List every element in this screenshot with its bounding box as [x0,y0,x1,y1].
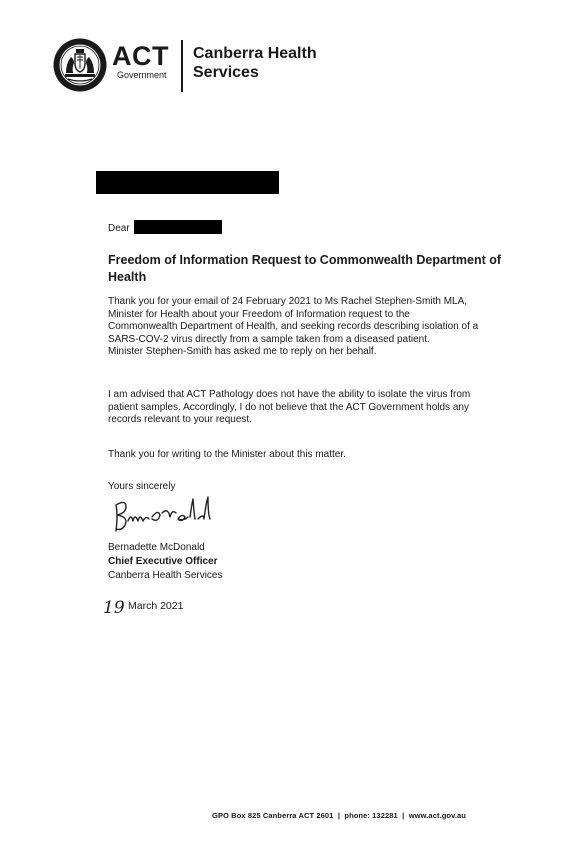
footer-text: GPO Box 825 Canberra ACT 2601 | phone: 132281 | www.act.gov.au [212,811,466,820]
signer-title: Chief Executive Officer [108,556,218,567]
act-wordmark: ACT [112,41,169,71]
signer-name: Bernadette McDonald [108,542,205,553]
paragraph-line: Thank you for writing to the Minister about this matter. [108,449,346,460]
date-month-year: March 2021 [128,600,184,612]
body-paragraph-3 [108,449,538,462]
body-paragraph-1 [108,296,538,359]
paragraph-line: patient samples. Accordingly, I do not believe that the ACT Government holds any [108,401,469,413]
paragraph-line: Commonwealth Department of Health, and seeking records describing isolation of a [108,321,479,333]
body-paragraph-2 [108,389,538,427]
paragraph-line: I am advised that ACT Pathology does not have the ability to isolate the virus from [108,389,471,400]
paragraph-line: Minister Stephen-Smith has asked me to reply on her behalf. [108,346,377,358]
paragraph-line: Thank you for your email of 24 February 2021 to Ms Rachel Stephen-Smith MLA, [108,296,468,307]
salutation: Dear [108,223,130,234]
handwritten-date-day: 19 [103,598,125,618]
letter-subject: Freedom of Information Request to Commonwealth Department of Health [108,253,502,284]
redacted-recipient-address [96,171,279,194]
logo-divider [181,40,183,92]
signer-organisation: Canberra Health Services [108,570,223,581]
handwritten-signature-icon [108,487,248,539]
closing-phrase: Yours sincerely [108,481,176,492]
paragraph-line: SARS-COV-2 virus directly from a sample taken from a diseased patient. [108,333,430,345]
act-coat-of-arms-seal-icon [52,37,108,93]
government-label: Government [117,70,167,80]
contact-footer [0,811,578,821]
paragraph-line: records relevant to your request. [108,414,252,426]
organisation-name: Canberra Health Services [193,45,317,81]
redacted-recipient-name [134,220,222,234]
paragraph-line: Minister for Health about your Freedom of Information request to the [108,308,410,320]
